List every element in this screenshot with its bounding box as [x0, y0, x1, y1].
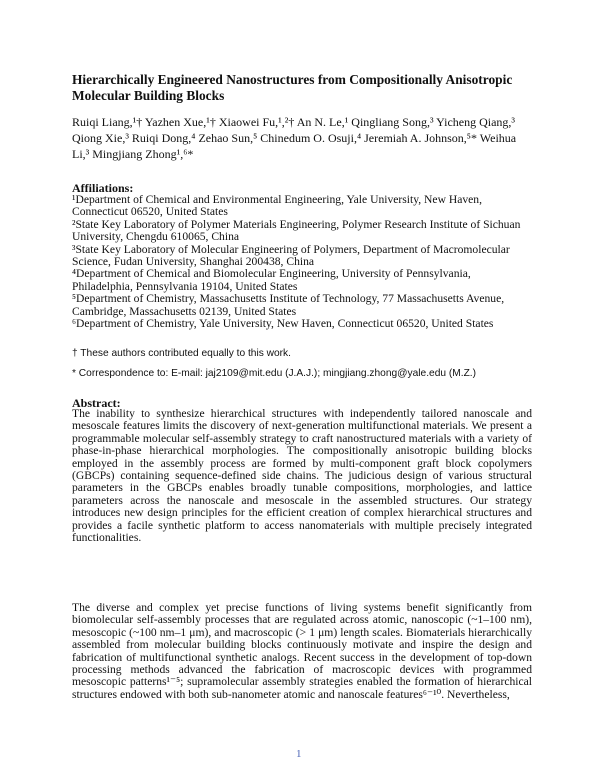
author-list: Ruiqi Liang,¹† Yazhen Xue,¹† Xiaowei Fu,¹,²† An N. Le,¹ Qingliang Song,³ Yicheng Qiang,³ Qiong Xie,³ Ruiqi Dong,⁴ Zehao Sun,⁵ Chinedum O. Osuji,⁴ Jeremiah A. Johnson,⁵* Weihua Li,³ Mingjiang Zhong¹,⁶*	[72, 115, 517, 161]
page-number: 1	[296, 748, 302, 760]
body-paragraph: The diverse and complex yet precise functions of living systems benefit significantly from biomolecular self-assembly processes that are regulated across atomic, nanoscopic (~1–100 nm), mesoscopic (~100 nm–1 μm), and macroscopic (> 1 μm) length scales. Biomaterials hierarchically assembled from molecular building blocks continuously motivate and inspire the design and fabrication of multifunctional synthetic analogs. Recent success in the development of top-down processing methods advanced the fabrication of macroscopic devices with programmed mesoscopic patterns¹⁻⁵; supramolecular assembly strategies enabled the formation of hierarchical structures endowed with both sub-nanometer atomic and nanoscale features⁶⁻¹⁰. Nevertheless,	[72, 601, 532, 701]
correspondence-note: * Correspondence to: E-mail: jaj2109@mit.edu (J.A.J.); mingjiang.zhong@yale.edu (M.Z.)	[72, 368, 477, 379]
affiliation-item: ³State Key Laboratory of Molecular Engineering of Polymers, Department of Macromolecular Science, Fudan University, Shanghai 200438, China	[72, 242, 510, 269]
affiliation-item: ²State Key Laboratory of Polymer Materials Engineering, Polymer Research Institute of Sichuan University, Chengdu 610065, China	[72, 217, 521, 244]
affiliation-item: ¹Department of Chemical and Environmental Engineering, Yale University, New Haven, Connecticut 06520, United States	[72, 193, 483, 219]
affiliation-item: ⁴Department of Chemical and Biomolecular Engineering, University of Pennsylvania, Philadelphia, Pennsylvania 19104, United States	[72, 267, 471, 293]
affiliations-heading: Affiliations:	[72, 181, 134, 195]
affiliation-item: ⁵Department of Chemistry, Massachusetts Institute of Technology, 77 Massachusetts Avenue, Cambridge, Massachusetts 02139, United States	[72, 292, 505, 318]
abstract-text: The inability to synthesize hierarchical structures with independently tailored nanoscale and mesoscale features limits the discovery of next-generation multifunctional materials. We present a programmable molecular self-assembly strategy to craft nanostructured materials with a variety of phase-in-phase hierarchical morphologies. The compositionally anisotropic building blocks employed in the assembly process are formed by multi-component graft block copolymers (GBCPs) containing sequence-defined side chains. The judicious design of various structural parameters in the GBCPs enables broadly tunable compositions, morphologies, and lattice parameters across the nanoscale and mesoscale in the assembled structures. Our strategy introduces new design principles for the efficient creation of complex hierarchical structures and provides a facile synthetic platform to access nanomaterials with multiple precisely integrated functionalities.	[72, 407, 532, 545]
equal-contribution-note: † These authors contributed equally to this work.	[72, 348, 291, 359]
paper-title: Hierarchically Engineered Nanostructures from Compositionally Anisotropic Molecular Building Blocks	[72, 72, 513, 103]
abstract-heading: Abstract:	[72, 396, 121, 410]
affiliation-item: ⁶Department of Chemistry, Yale University, New Haven, Connecticut 06520, United States	[72, 317, 494, 331]
affiliations-list	[72, 194, 532, 330]
